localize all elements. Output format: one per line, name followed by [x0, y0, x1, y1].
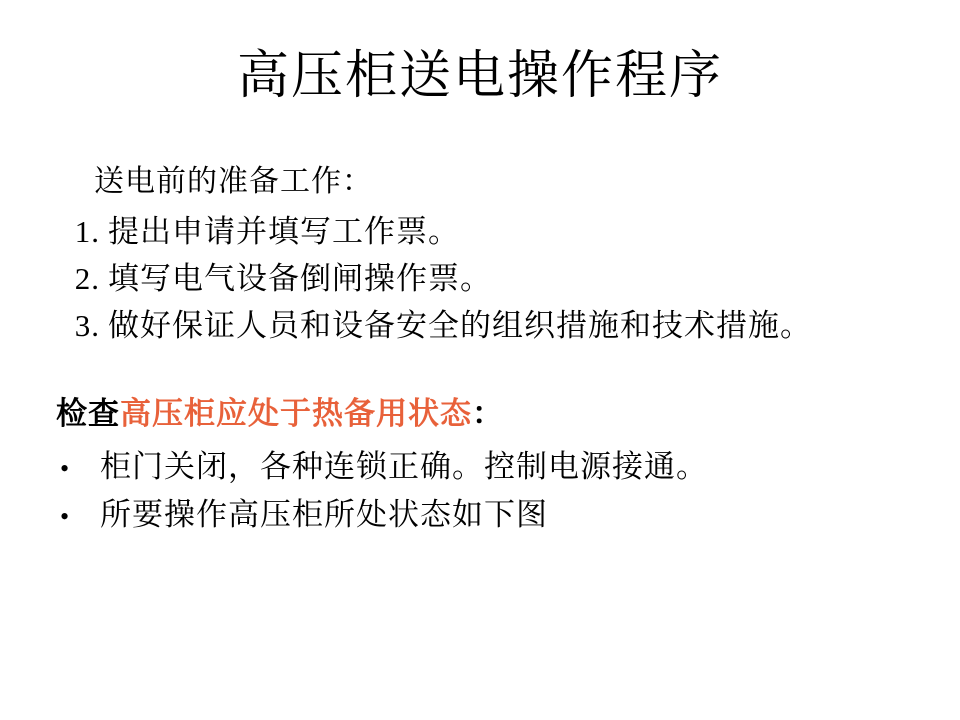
check-heading-suffix: ： — [472, 395, 504, 431]
bullet-icon: • — [60, 454, 71, 484]
list-item — [56, 302, 936, 349]
check-heading-prefix: 检查 — [56, 395, 120, 431]
list-item — [56, 443, 936, 491]
list-item-label: 填写电气设备倒闸操作票。 — [108, 260, 492, 296]
preparation-heading: 送电前的准备工作： — [94, 165, 373, 198]
list-item-label: 做好保证人员和设备安全的组织措施和技术措施。 — [108, 307, 812, 343]
section-spacer — [56, 349, 936, 391]
list-item-label: 柜门关闭，各种连锁正确。控制电源接通。 — [100, 449, 708, 485]
check-heading-highlight: 高压柜应处于热备用状态 — [120, 395, 472, 431]
slide-body — [56, 160, 936, 539]
page-title: 高压柜送电操作程序 — [236, 48, 723, 105]
list-item-label: 所要操作高压柜所处状态如下图 — [100, 497, 548, 533]
check-bullet-list — [56, 443, 936, 539]
list-item — [56, 255, 936, 302]
list-item-marker: 2. — [74, 260, 100, 296]
list-item-marker: 3. — [74, 307, 100, 343]
bullet-icon: • — [60, 502, 71, 532]
list-item — [56, 208, 936, 255]
list-item — [56, 491, 936, 539]
list-item-label: 提出申请并填写工作票。 — [108, 213, 460, 249]
check-state-heading — [56, 391, 936, 438]
preparation-list — [56, 208, 936, 349]
list-item-marker: 1. — [74, 213, 100, 249]
